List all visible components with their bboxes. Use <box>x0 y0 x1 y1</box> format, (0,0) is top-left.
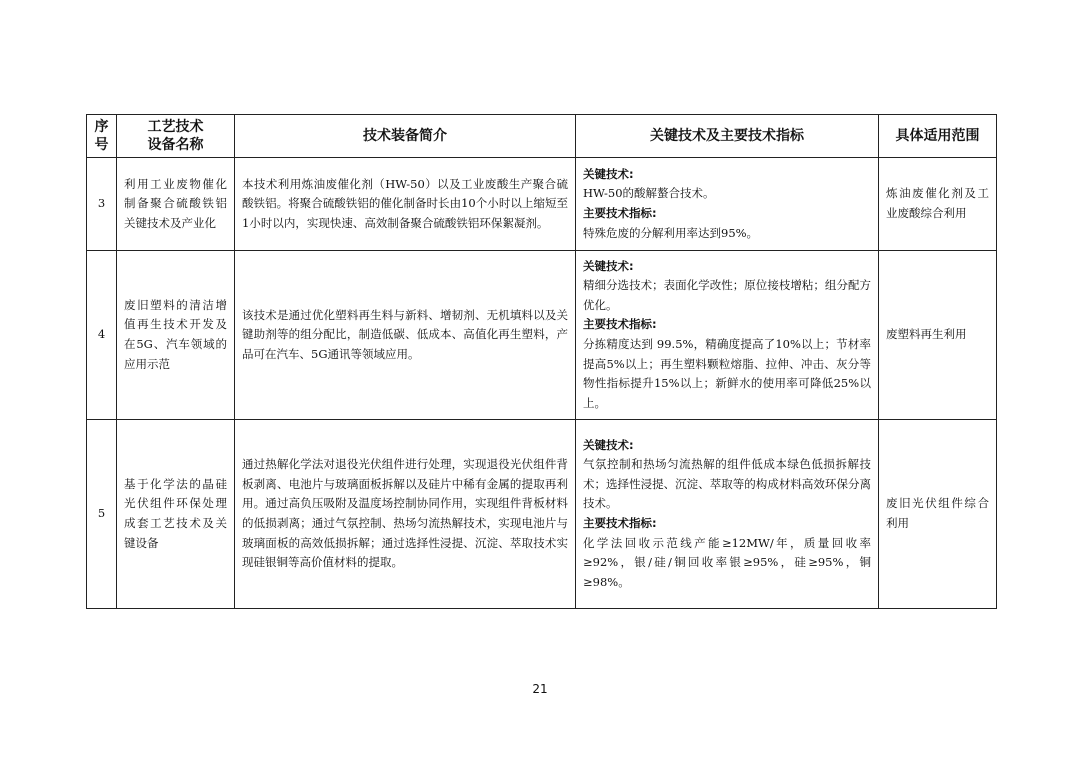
application-scope: 废塑料再生利用 <box>879 251 997 420</box>
table-row <box>87 420 997 609</box>
header-equipment-intro: 技术装备简介 <box>235 115 576 158</box>
key-tech-label: 关键技术: <box>583 437 634 452</box>
table-header-row <box>87 115 997 158</box>
application-scope: 炼油废催化剂及工业废酸综合利用 <box>879 158 997 251</box>
key-tech-text: 精细分选技术；表面化学改性；原位接枝增粘；组分配方优化。 <box>583 278 871 312</box>
process-name: 废旧塑料的清洁增值再生技术开发及在5G、汽车领域的应用示范 <box>117 251 235 420</box>
indicator-text: 特殊危废的分解利用率达到95%。 <box>583 225 759 240</box>
equipment-intro: 本技术利用炼油废催化剂（HW-50）以及工业废酸生产聚合硫酸铁铝。将聚合硫酸铁铝的催化制备时长由10个小时以上缩短至1小时以内，实现快速、高效制备聚合硫酸铁铝环保絮凝剂。 <box>235 158 576 251</box>
indicator-text: 分拣精度达到 99.5%，精确度提高了10%以上；节材率提高5%以上；再生塑料颗粒熔脂、拉伸、冲击、灰分等物性指标提升15%以上；新鲜水的使用率可降低25%以上。 <box>583 337 871 410</box>
key-technology-cell <box>576 420 879 609</box>
indicator-label: 主要技术指标: <box>583 206 657 220</box>
key-technology-cell <box>576 251 879 420</box>
key-technology-cell <box>576 158 879 251</box>
key-tech-text: HW-50的酸解螯合技术。 <box>583 186 715 201</box>
process-name: 利用工业废物催化制备聚合硫酸铁铝关键技术及产业化 <box>117 158 235 251</box>
row-number: 5 <box>87 420 117 609</box>
table-row <box>87 158 997 251</box>
key-tech-text: 气氛控制和热场匀流热解的组件低成本绿色低损拆解技术；选择性浸提、沉淀、萃取等的构成材料高效环保分离技术。 <box>583 457 871 511</box>
indicator-label: 主要技术指标: <box>583 317 657 332</box>
table-row <box>87 251 997 420</box>
equipment-intro: 该技术是通过优化塑料再生料与新料、增韧剂、无机填料以及关键助剂等的组分配比，制造低碳、低成本、高值化再生塑料，产品可在汽车、5G通讯等领域应用。 <box>235 251 576 420</box>
indicator-text: 化学法回收示范线产能≥12MW/年，质量回收率≥92%，银/硅/铜回收率银≥95%，硅≥95%，铜≥98%。 <box>583 535 871 589</box>
page-number: 21 <box>532 682 548 696</box>
header-process-name: 工艺技术 设备名称 <box>117 115 235 158</box>
application-scope: 废旧光伏组件综合利用 <box>879 420 997 609</box>
key-tech-label: 关键技术: <box>583 258 634 273</box>
header-key-technology: 关键技术及主要技术指标 <box>576 115 879 158</box>
technology-table <box>86 114 997 609</box>
indicator-label: 主要技术指标: <box>583 516 657 530</box>
row-number: 3 <box>87 158 117 251</box>
equipment-intro: 通过热解化学法对退役光伏组件进行处理，实现退役光伏组件背板剥离、电池片与玻璃面板拆解以及硅片中稀有金属的提取再利用。通过高负压吸附及温度场控制协同作用，实现组件背板材料的低损剥离；通过气氛控制、热场匀流热解技术，实现电池片与玻璃面板的高效低损拆解；通过选择性浸提、沉淀、萃取技术实现硅银铜等高价值材料的提取。 <box>235 420 576 609</box>
process-name: 基于化学法的晶硅光伏组件环保处理成套工艺技术及关键设备 <box>117 420 235 609</box>
key-tech-label: 关键技术: <box>583 166 634 181</box>
header-scope: 具体适用范围 <box>879 115 997 158</box>
header-serial-number: 序 号 <box>87 115 117 158</box>
row-number: 4 <box>87 251 117 420</box>
